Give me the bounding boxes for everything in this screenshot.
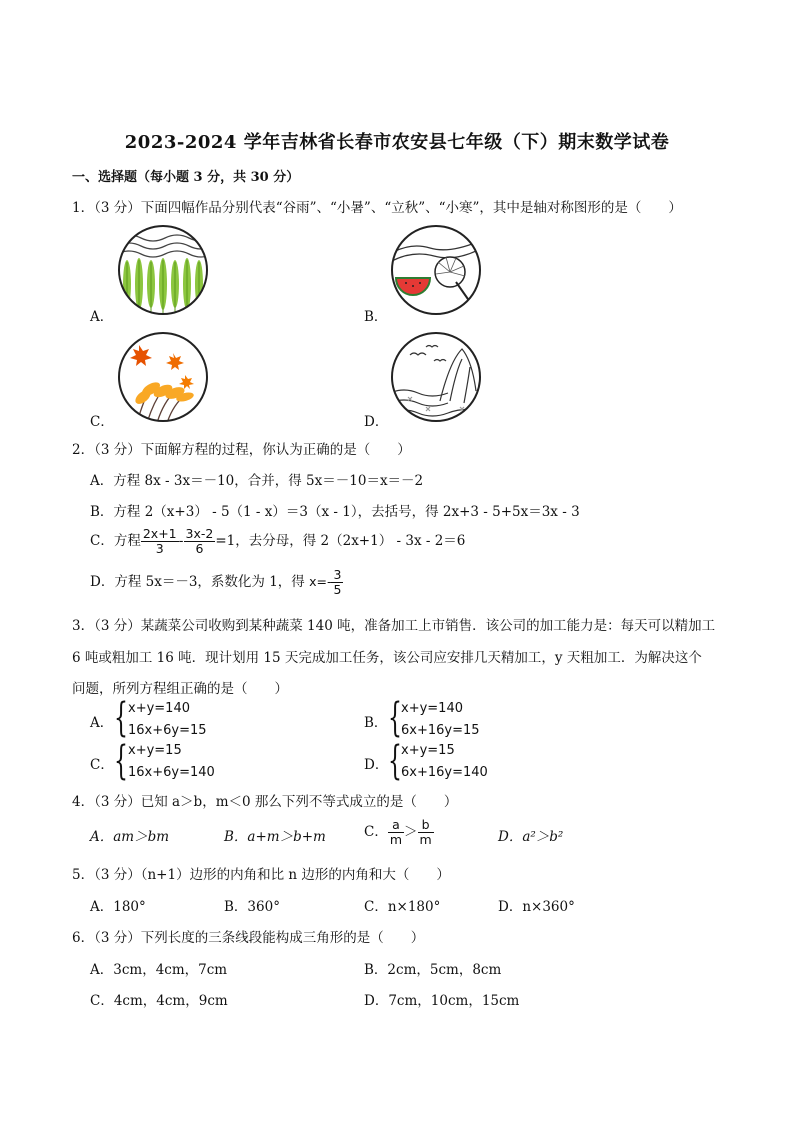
q3c-eq1: x+y=15 [128,743,182,758]
q4c-label: C． [364,824,388,840]
q2d-x: x=- [309,574,332,589]
q3a-eq2: 16x+6y=15 [128,723,207,738]
q2c-minus: - [178,533,184,549]
page-title: 2023-2024 学年吉林省长春市农安县七年级（下）期末数学试卷 [124,132,670,153]
q2c-f2-numerator: 3x-2 [185,526,214,541]
q2-option-d [90,568,343,597]
q2-option-c [90,527,465,556]
q2c-fraction-2 [184,527,216,556]
q2d-prefix: D．方程 5x＝－3，系数化为 1，得 [90,574,305,590]
autumn-begins-image [117,331,209,423]
q4c-b-denominator: m [419,832,432,847]
q2d-numerator: 3 [333,567,342,582]
q6-option-a: A．3cm，4cm，7cm [90,962,228,978]
q1-option-a: A． [90,309,114,325]
q2d-denominator: 5 [333,582,342,597]
q4c-fraction-a [388,818,404,847]
q3b-eq2: 6x+16y=15 [401,723,480,738]
question-2-stem: 2．（3 分）下面解方程的过程，你认为正确的是（ ） [72,442,411,458]
question-4-stem: 4．（3 分）已知 a＞b，m＜0 那么下列不等式成立的是（ ） [72,794,458,810]
q3-option-c-system [128,740,215,784]
q3d-eq2: 6x+16y=140 [401,765,488,780]
q3a-brace: { [114,695,128,741]
q4c-a-numerator: a [388,818,404,833]
grain-rain-image [117,224,209,316]
q2c-suffix: =1，去分母，得 2（2x+1） - 3x - 2＝6 [215,533,466,549]
q3a-eq1: x+y=140 [128,701,190,716]
question-3-line-2: 6 吨或粗加工 16 吨．现计划用 15 天完成加工任务，该公司应安排几天精加工，y 天粗加工．为解决这个 [72,650,702,666]
q3-option-d-label: D． [364,757,389,773]
q6-option-d: D．7cm，10cm，15cm [364,993,520,1009]
question-3-line-1: 3．（3 分）某蔬菜公司收购到某种蔬菜 140 吨，准备加工上市销售．该公司的加工能力是：每天可以精加工 [72,618,716,634]
q2-option-a: A．方程 8x - 3x＝－10，合并，得 5x＝－10＝x＝－2 [90,473,424,489]
q6-option-b: B．2cm，5cm，8cm [364,962,502,978]
q1-option-d: D． [364,414,389,430]
q3c-brace: { [114,738,128,784]
q5-option-b: B．360° [224,899,280,915]
q4-option-a: A．am＞bm [90,829,170,845]
q5-option-d: D．n×360° [498,899,575,915]
q3b-eq1: x+y=140 [401,701,463,716]
section-heading: 一、选择题（每小题 3 分，共 30 分） [72,170,300,185]
grain-rain-artwork [117,235,209,316]
q4c-b-numerator: b [418,818,434,833]
q4-option-d: D．a²＞b² [498,829,564,845]
q3-option-a-system [128,698,207,742]
question-6-stem: 6．（3 分）下列长度的三条线段能构成三角形的是（ ） [72,930,425,946]
q2-option-b: B．方程 2（x+3） - 5（1 - x）＝3（x - 1），去括号，得 2x+3 - 5+5x＝3x - 3 [90,504,580,520]
q3c-eq2: 16x+6y=140 [128,765,215,780]
q2c-f1-numerator: 2x+1 [142,526,177,541]
question-3-line-3: 问题，所列方程组正确的是（ ） [72,681,288,697]
q2c-f1-denominator: 3 [155,541,164,556]
q3-option-a-label: A． [90,715,114,731]
q5-option-c: C．n×180° [364,899,441,915]
q5-option-a: A．180° [90,899,146,915]
q1-option-c: C． [90,414,114,430]
q4c-fraction-b [418,818,434,847]
q3-option-b-label: B． [364,715,388,731]
q3-option-d-system [401,740,488,784]
q4-option-c [364,818,434,847]
minor-cold-image [390,331,482,423]
q2c-prefix: C．方程 [90,533,141,549]
minor-heat-image [390,224,482,316]
q6-option-c: C．4cm，4cm，9cm [90,993,228,1009]
q4c-a-denominator: m [389,832,403,847]
q3-option-c-label: C． [90,757,114,773]
question-1-stem: 1．（3 分）下面四幅作品分别代表“谷雨”、“小暑”、“立秋”、“小寒”，其中是轴对称图形的是（ ） [72,200,682,216]
q3b-brace: { [388,695,402,741]
q2d-fraction [331,568,343,597]
q3d-brace: { [388,738,402,784]
q2c-fraction-1 [141,527,179,556]
question-5-stem: 5．（3 分）（n+1）边形的内角和比 n 边形的内角和大（ ） [72,867,450,883]
q1-option-b: B． [364,309,388,325]
q3d-eq1: x+y=15 [401,743,455,758]
q3-option-b-system [401,698,480,742]
q2c-f2-denominator: 6 [195,541,204,556]
q4-option-b: B．a+m＞b+m [224,829,326,845]
q4c-gt: ＞ [404,824,418,840]
